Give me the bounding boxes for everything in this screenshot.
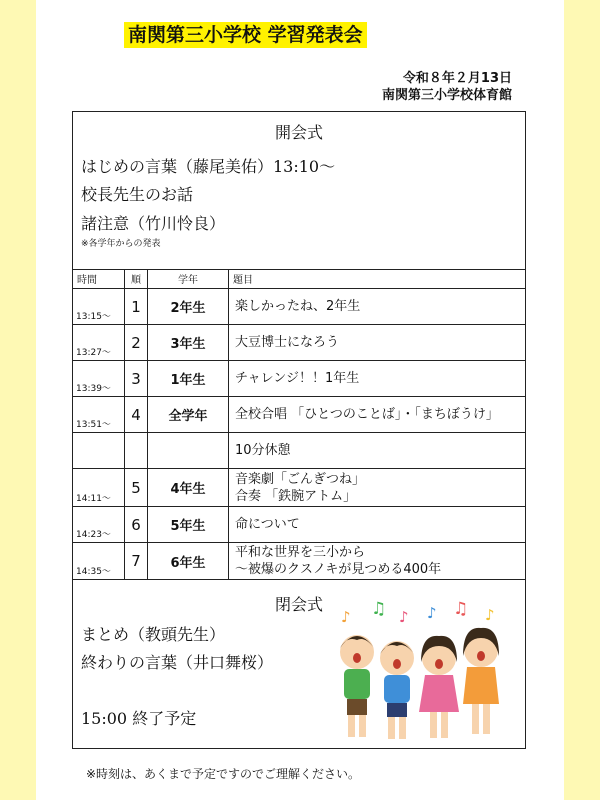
row-topic-line: 大豆博士になろう: [235, 335, 340, 350]
row-grade: 1年生: [148, 361, 229, 397]
row-topic: [229, 433, 526, 469]
header-order: 順: [125, 269, 148, 289]
table-row: [73, 361, 525, 397]
row-topic-line: 楽しかったね、2年生: [235, 299, 361, 314]
row-topic: [229, 507, 526, 543]
row-grade: 2年生: [148, 289, 229, 325]
row-time: 14:35～: [73, 543, 125, 580]
row-time: 13:15～: [73, 289, 125, 325]
row-grade: 全学年: [148, 397, 229, 433]
opening-section: [73, 112, 525, 270]
row-topic-line: チャレンジ！！1年生: [235, 371, 360, 386]
table-row: [73, 433, 525, 469]
svg-text:♪: ♪: [427, 604, 437, 622]
opening-line: 校長先生のお話: [81, 185, 194, 204]
right-stripe: [564, 0, 600, 800]
table-row: [73, 469, 525, 507]
music-notes: [341, 600, 495, 626]
row-order: 1: [125, 289, 148, 325]
row-topic: [229, 361, 526, 397]
singing-children-icon: [335, 600, 505, 748]
row-grade: 3年生: [148, 325, 229, 361]
row-topic: [229, 289, 526, 325]
child-orange: [463, 628, 499, 734]
event-date: 令和８年２月13日: [402, 71, 512, 86]
header-topic: 題目: [229, 269, 526, 289]
program-rows: [73, 289, 525, 580]
row-time: 13:27～: [73, 325, 125, 361]
table-header-row: [73, 269, 525, 289]
header-grade: 学年: [148, 269, 229, 289]
svg-text:♪: ♪: [341, 608, 351, 626]
opening-heading: 開会式: [274, 123, 323, 142]
row-time: 13:51～: [73, 397, 125, 433]
closing-section: [73, 586, 525, 748]
row-topic-line: 合奏 「鉄腕アトム」: [235, 488, 357, 504]
program-table: [73, 269, 525, 580]
closing-heading: 閉会式: [274, 595, 323, 614]
row-order: [125, 433, 148, 469]
event-venue: 南関第三小学校体育館: [381, 88, 512, 103]
row-grade: 6年生: [148, 543, 229, 580]
left-stripe: [0, 0, 36, 800]
opening-note: ※各学年からの発表: [81, 239, 161, 249]
row-grade: 4年生: [148, 469, 229, 507]
footnote: ※時刻は、あくまで予定ですのでご理解ください。: [86, 767, 361, 781]
row-topic-line: 全校合唱 「ひとつのことば」・「まちぼうけ」: [235, 407, 499, 422]
row-order: 5: [125, 469, 148, 507]
row-order: 2: [125, 325, 148, 361]
row-time: [73, 433, 125, 469]
row-order: 6: [125, 507, 148, 543]
table-row: [73, 543, 525, 580]
end-time: 15:00 終了予定: [81, 709, 197, 728]
program-frame: [72, 111, 526, 749]
row-topic-line: ～被爆のクスノキが見つめる400年: [235, 562, 442, 577]
svg-text:♫: ♫: [371, 600, 387, 619]
svg-text:♫: ♫: [453, 600, 469, 619]
row-grade: 5年生: [148, 507, 229, 543]
closing-line: 終わりの言葉（井口舞桜）: [81, 653, 274, 672]
row-order: 4: [125, 397, 148, 433]
opening-line: はじめの言葉（藤尾美佑）13:10～: [81, 157, 336, 176]
event-meta: [382, 70, 512, 104]
table-row: [73, 397, 525, 433]
closing-line: まとめ（教頭先生）: [81, 625, 226, 644]
header-time: 時間: [73, 269, 125, 289]
svg-text:♪: ♪: [485, 606, 495, 624]
svg-text:♪: ♪: [399, 608, 409, 626]
row-topic: [229, 469, 526, 507]
row-topic: [229, 397, 526, 433]
row-time: 14:11～: [73, 469, 125, 507]
row-time: 13:39～: [73, 361, 125, 397]
row-topic-line: 音楽劇「ごんぎつね」: [235, 471, 366, 487]
row-topic-line: 命について: [235, 517, 300, 532]
child-green: [340, 635, 374, 737]
row-time: 14:23～: [73, 507, 125, 543]
page-title: 南関第三小学校 学習発表会: [124, 22, 367, 48]
row-topic-line: 10分休憩: [235, 443, 291, 458]
row-grade: [148, 433, 229, 469]
table-row: [73, 507, 525, 543]
row-topic: [229, 325, 526, 361]
child-pink: [419, 636, 459, 738]
table-row: [73, 325, 525, 361]
row-topic: [229, 543, 526, 580]
row-order: 3: [125, 361, 148, 397]
row-topic-line: 平和な世界を三小から: [235, 545, 366, 560]
row-order: 7: [125, 543, 148, 580]
table-row: [73, 289, 525, 325]
opening-line: 諸注意（竹川怜良）: [81, 214, 226, 233]
child-blue: [380, 641, 414, 739]
